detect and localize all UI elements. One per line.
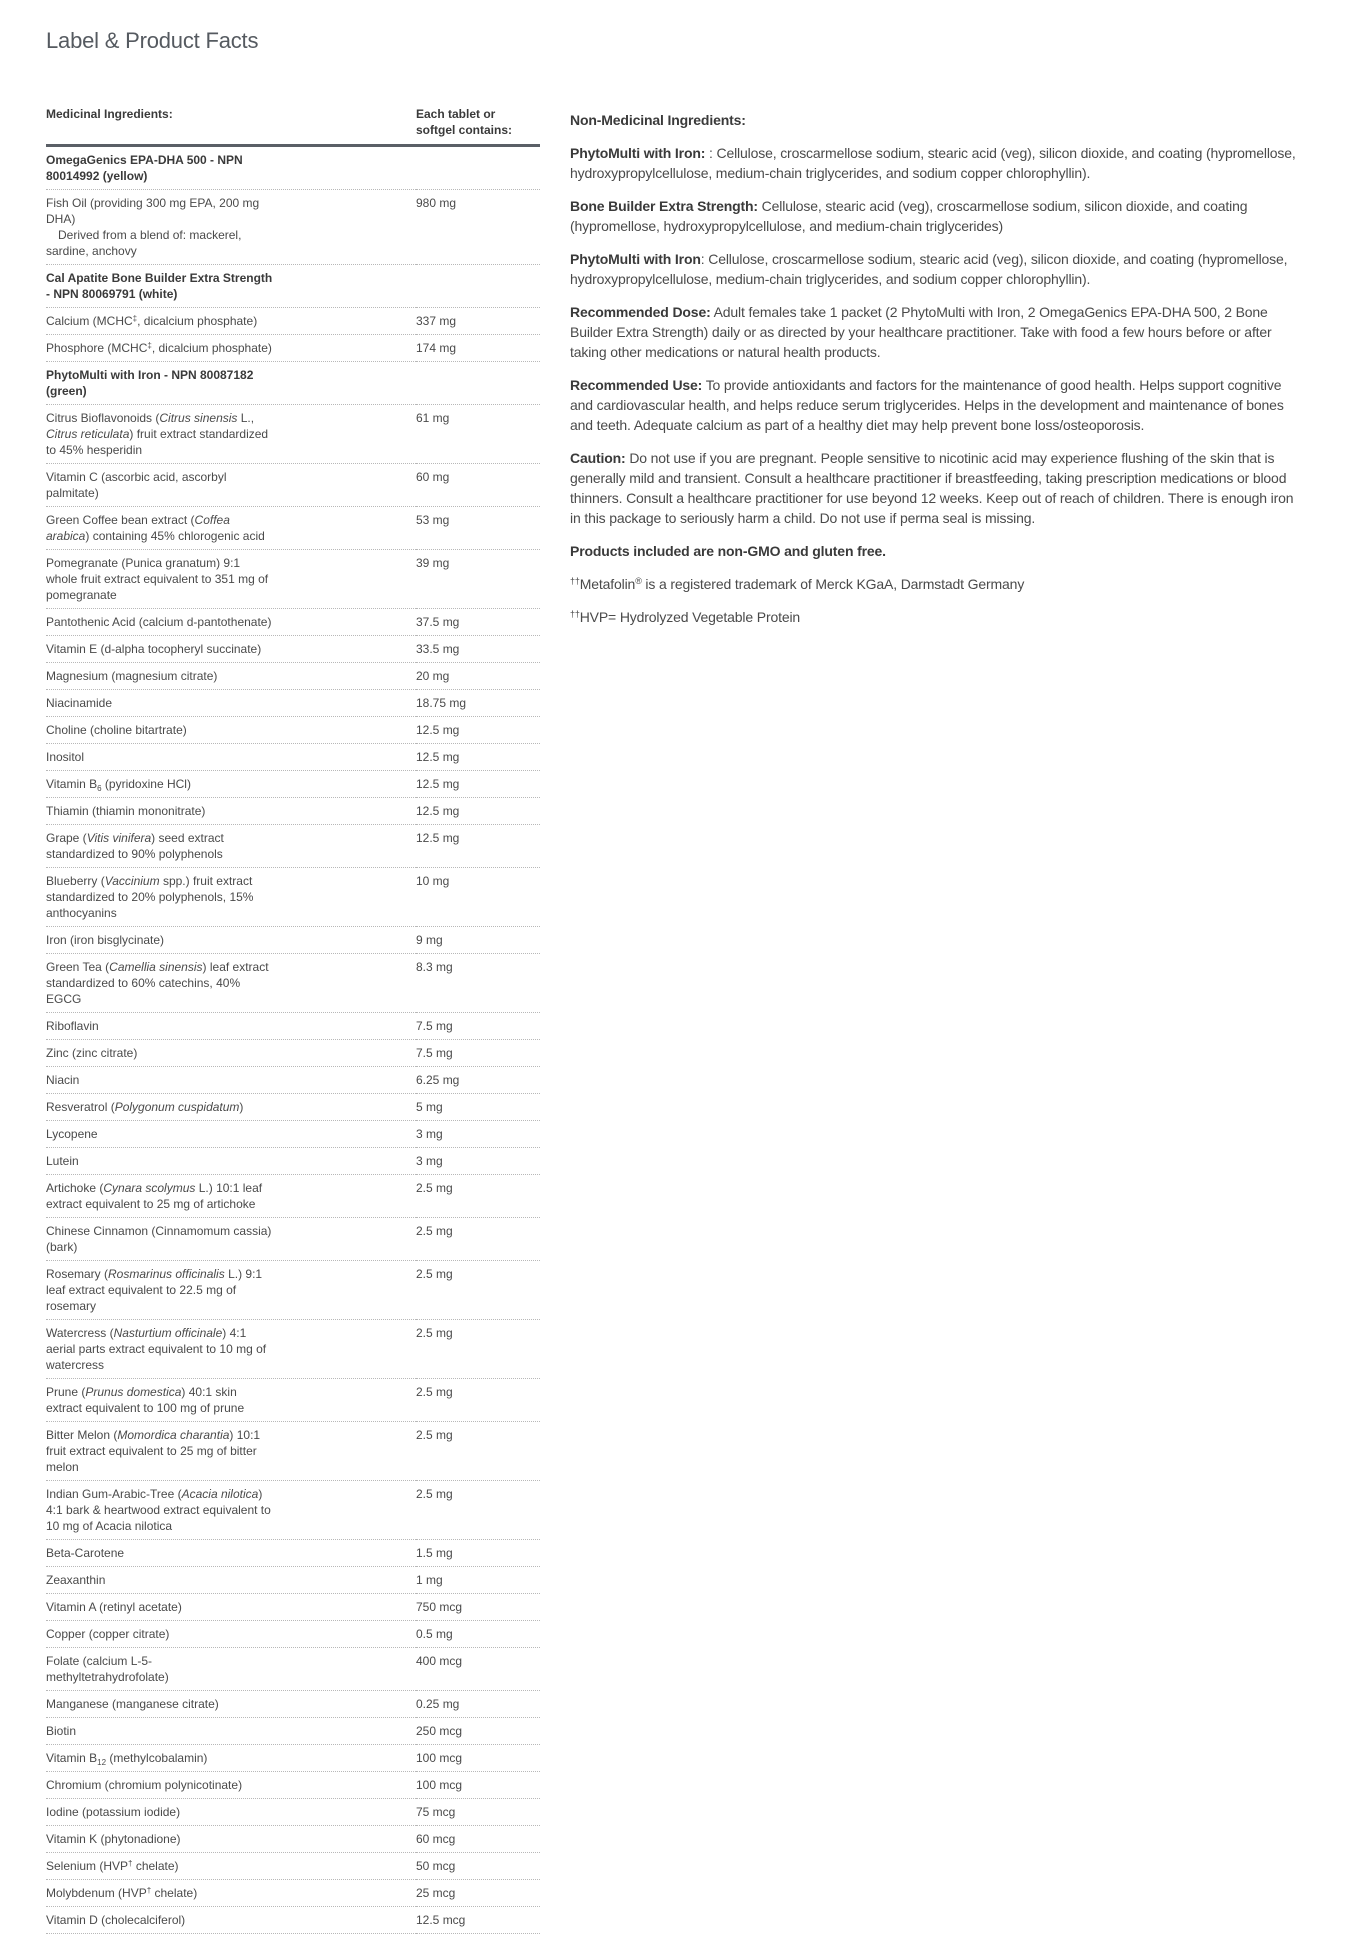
ingredient-amount: 61 mg — [416, 405, 540, 464]
ingredient-text: ) 10:1 fruit extract equivalent to 25 mg of bitter melon — [46, 1428, 261, 1474]
ingredient-text: Rosemary ( — [46, 1267, 109, 1281]
ingredient-name — [46, 825, 416, 868]
paragraph-label: Bone Builder Extra Strength: — [570, 198, 758, 214]
ingredient-text: Riboflavin — [46, 1019, 99, 1033]
ingredient-text: Chinese Cinnamon (Cinnamomum cassia) (bark) — [46, 1224, 272, 1254]
ingredient-source-note: Derived from a blend of: mackerel, sardine, anchovy — [46, 228, 242, 258]
table-row — [46, 1648, 540, 1691]
table-row — [46, 1745, 540, 1772]
ingredient-name — [46, 717, 416, 744]
table-row — [46, 550, 540, 609]
ingredient-text: Lutein — [46, 1154, 79, 1168]
ingredient-text: Folate (calcium L-5-methyltetrahydrofolate) — [46, 1654, 169, 1684]
paragraph-label: Recommended Use: — [570, 377, 703, 393]
table-row — [46, 1422, 540, 1481]
ingredient-name — [46, 1121, 416, 1148]
table-row — [46, 1621, 540, 1648]
ingredient-amount: 20 mg — [416, 663, 540, 690]
ingredient-name — [46, 507, 416, 550]
ingredient-name — [46, 1826, 416, 1853]
product-group-row — [46, 265, 540, 308]
ingredient-name — [46, 1567, 416, 1594]
ingredient-name — [46, 1148, 416, 1175]
ingredient-text: Vitamin A (retinyl acetate) — [46, 1600, 182, 1614]
ingredient-amount: 60 mg — [416, 464, 540, 507]
ingredient-text: Citrus Bioflavonoids ( — [46, 411, 160, 425]
ingredient-text: Grape ( — [46, 831, 87, 845]
info-paragraph — [570, 302, 1300, 362]
ingredient-name — [46, 1799, 416, 1826]
latin-name: Nasturtium officinale — [113, 1326, 223, 1340]
ingredient-amount: 337 mg — [416, 308, 540, 335]
ingredient-amount: 2.5 mg — [416, 1175, 540, 1218]
ingredient-amount: 12.5 mg — [416, 798, 540, 825]
ingredient-name — [46, 405, 416, 464]
table-row — [46, 609, 540, 636]
ingredient-text: Iodine (potassium iodide) — [46, 1805, 181, 1819]
ingredient-amount: 7.5 mg — [416, 1040, 540, 1067]
table-row — [46, 1094, 540, 1121]
ingredient-name — [46, 663, 416, 690]
product-group-row — [46, 146, 540, 190]
ingredient-name — [46, 1261, 416, 1320]
ingredient-text: Phosphore (MCHC — [46, 341, 148, 355]
ingredient-name — [46, 1745, 416, 1772]
ingredient-amount: 8.3 mg — [416, 954, 540, 1013]
ingredient-name — [46, 1718, 416, 1745]
table-row — [46, 335, 540, 362]
ingredient-text: Pomegranate (Punica granatum) 9:1 whole fruit extract equivalent to 351 mg of pomegranate — [46, 556, 269, 602]
paragraph-label: Recommended Dose: — [570, 304, 711, 320]
ingredient-text: 6 — [97, 784, 102, 793]
table-row — [46, 1691, 540, 1718]
table-row — [46, 464, 540, 507]
ingredient-name — [46, 1648, 416, 1691]
ingredient-name — [46, 744, 416, 771]
ingredient-name — [46, 1481, 416, 1540]
table-row — [46, 954, 540, 1013]
ingredient-text: Thiamin (thiamin mononitrate) — [46, 804, 206, 818]
table-row — [46, 798, 540, 825]
ingredient-name — [46, 927, 416, 954]
ingredient-text: (pyridoxine HCl) — [101, 777, 191, 791]
ingredient-name — [46, 1094, 416, 1121]
table-row — [46, 1880, 540, 1907]
ingredient-text: 12 — [97, 1758, 107, 1767]
ingredient-amount: 400 mcg — [416, 1648, 540, 1691]
table-row — [46, 1218, 540, 1261]
ingredient-amount — [416, 146, 540, 190]
ingredient-text: Choline (choline bitartrate) — [46, 723, 187, 737]
footnote-term: Metafolin — [579, 576, 636, 592]
ingredient-amount: 60 mcg — [416, 1826, 540, 1853]
ingredient-text: Inositol — [46, 750, 85, 764]
ingredient-amount: 2.5 mg — [416, 1320, 540, 1379]
footnote-mark: †† — [570, 576, 580, 586]
ingredient-text: Bitter Melon ( — [46, 1428, 118, 1442]
info-paragraph — [570, 448, 1300, 528]
latin-name: Citrus sinensis — [159, 411, 238, 425]
ingredient-name — [46, 1621, 416, 1648]
ingredient-amount: 12.5 mg — [416, 717, 540, 744]
table-row — [46, 1320, 540, 1379]
ingredient-text: , dicalcium phosphate) — [151, 341, 272, 355]
ingredient-text: Iron (iron bisglycinate) — [46, 933, 165, 947]
table-row — [46, 1040, 540, 1067]
table-row — [46, 1718, 540, 1745]
table-row — [46, 690, 540, 717]
info-paragraph — [570, 143, 1300, 183]
ingredient-text: Vitamin B — [46, 777, 98, 791]
ingredient-amount: 12.5 mg — [416, 825, 540, 868]
column-header-ingredient: Medicinal Ingredients: — [46, 103, 416, 146]
table-row — [46, 1853, 540, 1880]
table-row — [46, 1067, 540, 1094]
ingredient-text: Zinc (zinc citrate) — [46, 1046, 138, 1060]
ingredient-text: ) seed extract standardized to 90% polyphenols — [46, 831, 224, 861]
paragraph-label: PhytoMulti with Iron: — [570, 145, 710, 161]
ingredient-text: Green Coffee bean extract ( — [46, 513, 195, 527]
ingredient-text: Watercress ( — [46, 1326, 114, 1340]
table-row — [46, 868, 540, 927]
ingredient-text: chelate) — [132, 1859, 179, 1873]
ingredient-text: Copper (copper citrate) — [46, 1627, 170, 1641]
latin-name: Camellia sinensis — [109, 960, 203, 974]
ingredient-amount: 980 mg — [416, 190, 540, 265]
table-row — [46, 771, 540, 798]
ingredient-amount: 5 mg — [416, 1094, 540, 1121]
latin-name: Vaccinium — [104, 874, 160, 888]
table-row — [46, 1799, 540, 1826]
ingredient-name — [46, 1013, 416, 1040]
non-medicinal-section — [570, 110, 1300, 640]
ingredient-text: Vitamin C (ascorbic acid, ascorbyl palmitate) — [46, 470, 227, 500]
ingredient-amount: 2.5 mg — [416, 1218, 540, 1261]
latin-name: Citrus reticulata — [46, 427, 130, 441]
ingredient-name — [46, 190, 416, 265]
ingredient-text: spp.) fruit extract standardized to 20% polyphenols, 15% anthocyanins — [46, 874, 254, 920]
ingredient-name — [46, 1880, 416, 1907]
medicinal-ingredients-table — [46, 103, 540, 1934]
ingredient-amount — [416, 265, 540, 308]
latin-name: Cynara scolymus — [103, 1181, 196, 1195]
ingredient-text: Niacin — [46, 1073, 80, 1087]
ingredient-amount: 7.5 mg — [416, 1013, 540, 1040]
ingredient-amount: 3 mg — [416, 1121, 540, 1148]
paragraph-text: To provide antioxidants and factors for the maintenance of good health. Helps support cognitive and cardiovascular health, and helps reduce serum triglycerides. Helps in the development and maintenance of bones and teeth. Adequate calcium as part of a healthy diet may help prevent bone loss/osteoporosis. — [570, 377, 1284, 433]
ingredient-name — [46, 609, 416, 636]
column-header-amount: Each tablet or softgel contains: — [416, 103, 540, 146]
latin-name: Vitis vinifera — [86, 831, 152, 845]
latin-name: Prunus domestica — [85, 1385, 182, 1399]
table-body — [46, 146, 540, 1934]
ingredient-text: Vitamin K (phytonadione) — [46, 1832, 181, 1846]
product-group-name — [46, 362, 416, 405]
ingredient-name — [46, 1907, 416, 1934]
ingredient-name — [46, 1175, 416, 1218]
paragraph-text: : Cellulose, croscarmellose sodium, stearic acid (veg), silicon dioxide, and coating (hypromellose, hydroxypropylcellulose, medium-chain triglycerides, and sodium copper chlorophyllin). — [570, 145, 1296, 181]
page-title: Label & Product Facts — [46, 28, 259, 53]
ingredient-text: ) leaf extract standardized to 60% catechins, 40% EGCG — [46, 960, 269, 1006]
ingredient-text: L.) 10:1 leaf extract equivalent to 25 mg of artichoke — [46, 1181, 263, 1211]
footnotes — [570, 574, 1300, 627]
ingredient-text: Zeaxanthin — [46, 1573, 106, 1587]
table-row — [46, 1481, 540, 1540]
table-row — [46, 1540, 540, 1567]
table-row — [46, 507, 540, 550]
ingredient-text: Lycopene — [46, 1127, 98, 1141]
table-row — [46, 663, 540, 690]
ingredient-amount: 50 mcg — [416, 1853, 540, 1880]
latin-name: Polygonum cuspidatum — [114, 1100, 240, 1114]
ingredient-name — [46, 1594, 416, 1621]
ingredient-text: Beta-Carotene — [46, 1546, 125, 1560]
ingredient-text: ) 40:1 skin extract equivalent to 100 mg of prune — [46, 1385, 245, 1415]
non-gmo-statement: Products included are non-GMO and gluten free. — [570, 543, 886, 559]
info-paragraphs — [570, 143, 1300, 528]
ingredient-text: † — [146, 1886, 152, 1895]
ingredient-text: ) fruit extract standardized to 45% hesperidin — [46, 427, 269, 457]
ingredient-amount: 10 mg — [416, 868, 540, 927]
ingredient-text: Molybdenum (HVP — [46, 1886, 147, 1900]
info-paragraph — [570, 375, 1300, 435]
paragraph-label: PhytoMulti with Iron — [570, 251, 701, 267]
info-paragraph — [570, 196, 1300, 236]
ingredient-amount: 2.5 mg — [416, 1481, 540, 1540]
ingredient-name — [46, 1853, 416, 1880]
ingredient-amount: 12.5 mg — [416, 771, 540, 798]
table-row — [46, 190, 540, 265]
ingredient-text: ) 4:1 aerial parts extract equivalent to 10 mg of watercress — [46, 1326, 267, 1372]
table-row — [46, 1379, 540, 1422]
ingredient-text: Vitamin D (cholecalciferol) — [46, 1913, 186, 1927]
ingredient-name — [46, 1691, 416, 1718]
footnote — [570, 607, 1300, 627]
ingredient-name — [46, 771, 416, 798]
ingredient-text: OmegaGenics EPA-DHA 500 - NPN 80014992 (yellow) — [46, 153, 243, 183]
ingredient-text: Magnesium (magnesium citrate) — [46, 669, 218, 683]
ingredient-amount: 174 mg — [416, 335, 540, 362]
ingredient-name — [46, 954, 416, 1013]
table-row — [46, 1594, 540, 1621]
ingredient-text: Pantothenic Acid (calcium d-pantothenate) — [46, 615, 272, 629]
ingredient-amount: 39 mg — [416, 550, 540, 609]
ingredient-amount: 2.5 mg — [416, 1422, 540, 1481]
ingredient-amount: 2.5 mg — [416, 1261, 540, 1320]
ingredient-text: Green Tea ( — [46, 960, 110, 974]
ingredient-amount: 25 mcg — [416, 1880, 540, 1907]
section-heading: Non-Medicinal Ingredients: — [570, 112, 746, 128]
table-row — [46, 927, 540, 954]
ingredient-text: (methylcobalamin) — [106, 1751, 208, 1765]
footnote-mark: †† — [570, 609, 580, 619]
ingredient-text: PhytoMulti with Iron - NPN 80087182 (green) — [46, 368, 254, 398]
table-row — [46, 717, 540, 744]
ingredient-text: ‡ — [132, 314, 138, 323]
ingredient-amount: 75 mcg — [416, 1799, 540, 1826]
table-row — [46, 308, 540, 335]
product-group-name — [46, 265, 416, 308]
ingredient-name — [46, 1772, 416, 1799]
ingredient-text: chelate) — [151, 1886, 198, 1900]
footnote-text: is a registered trademark of Merck KGaA, Darmstadt Germany — [641, 576, 1025, 592]
info-paragraph — [570, 249, 1300, 289]
ingredient-amount: 18.75 mg — [416, 690, 540, 717]
latin-name: Coffea arabica — [46, 513, 230, 543]
ingredient-text: Calcium (MCHC — [46, 314, 133, 328]
footnote — [570, 574, 1300, 594]
ingredient-name — [46, 1379, 416, 1422]
ingredient-text: Cal Apatite Bone Builder Extra Strength - NPN 80069791 (white) — [46, 271, 273, 301]
ingredient-amount: 250 mcg — [416, 1718, 540, 1745]
ingredient-text: Vitamin B — [46, 1751, 98, 1765]
ingredient-text: Manganese (manganese citrate) — [46, 1697, 219, 1711]
ingredient-name — [46, 550, 416, 609]
table-row — [46, 744, 540, 771]
ingredient-text: Blueberry ( — [46, 874, 105, 888]
ingredient-amount: 6.25 mg — [416, 1067, 540, 1094]
ingredient-text: ) 4:1 bark & heartwood extract equivalent to 10 mg of Acacia nilotica — [46, 1487, 271, 1533]
ingredient-name — [46, 335, 416, 362]
ingredient-amount: 3 mg — [416, 1148, 540, 1175]
ingredient-amount: 2.5 mg — [416, 1379, 540, 1422]
ingredient-text: L.) 9:1 leaf extract equivalent to 22.5 mg of rosemary — [46, 1267, 263, 1313]
ingredient-amount: 9 mg — [416, 927, 540, 954]
ingredient-amount: 100 mcg — [416, 1745, 540, 1772]
paragraph-text: : Cellulose, croscarmellose sodium, stearic acid (veg), silicon dioxide, and coating (hypromellose, hydroxypropylcellulose, medium-chain triglycerides, and sodium copper chlorophyllin). — [570, 251, 1288, 287]
table-row — [46, 1826, 540, 1853]
ingredient-amount: 1 mg — [416, 1567, 540, 1594]
paragraph-label: Caution: — [570, 450, 626, 466]
table-row — [46, 825, 540, 868]
ingredient-text: Vitamin E (d-alpha tocopheryl succinate) — [46, 642, 262, 656]
table-row — [46, 1121, 540, 1148]
ingredient-amount: 33.5 mg — [416, 636, 540, 663]
table-row — [46, 1261, 540, 1320]
ingredient-text: , dicalcium phosphate) — [137, 314, 258, 328]
ingredient-name — [46, 1067, 416, 1094]
ingredient-text: Fish Oil (providing 300 mg EPA, 200 mg DHA) — [46, 196, 260, 226]
ingredient-amount: 750 mcg — [416, 1594, 540, 1621]
latin-name: Acacia nilotica — [181, 1487, 259, 1501]
ingredient-text: L., — [237, 411, 255, 425]
ingredient-name — [46, 464, 416, 507]
ingredient-text: Indian Gum-Arabic-Tree ( — [46, 1487, 182, 1501]
ingredient-amount: 100 mcg — [416, 1772, 540, 1799]
ingredient-text: Prune ( — [46, 1385, 86, 1399]
ingredient-name — [46, 1540, 416, 1567]
ingredient-text: Artichoke ( — [46, 1181, 104, 1195]
ingredient-name — [46, 868, 416, 927]
footnote-term: HVP= Hydrolyzed Vegetable Protein — [579, 609, 801, 625]
ingredient-name — [46, 798, 416, 825]
ingredient-amount: 0.25 mg — [416, 1691, 540, 1718]
paragraph-text: Adult females take 1 packet (2 PhytoMulti with Iron, 2 OmegaGenics EPA-DHA 500, 2 Bone Builder Extra Strength) daily or as directed by your healthcare practitioner. Take with food a few hours before or after taking other medications or natural health products. — [570, 304, 1272, 360]
ingredient-text: Niacinamide — [46, 696, 113, 710]
table-row — [46, 1013, 540, 1040]
ingredient-text: Selenium (HVP — [46, 1859, 129, 1873]
ingredient-text: Resveratrol ( — [46, 1100, 115, 1114]
ingredient-name — [46, 690, 416, 717]
ingredient-amount: 12.5 mcg — [416, 1907, 540, 1934]
paragraph-text: Do not use if you are pregnant. People sensitive to nicotinic acid may experience flushing of the skin that is generally mild and transient. Consult a healthcare practitioner if breastfeeding, taking prescription medications or blood thinners. Consult a healthcare practitioner for use beyond 12 weeks. Keep out of reach of children. There is enough iron in this package to seriously harm a child. Do not use if perma seal is missing. — [570, 450, 1294, 526]
table-row — [46, 1772, 540, 1799]
table-row — [46, 1907, 540, 1934]
ingredient-amount: 37.5 mg — [416, 609, 540, 636]
ingredient-amount — [416, 362, 540, 405]
table-row — [46, 636, 540, 663]
ingredient-text: ) containing 45% chlorogenic acid — [85, 529, 265, 543]
ingredient-amount: 53 mg — [416, 507, 540, 550]
table-row — [46, 405, 540, 464]
product-group-name — [46, 146, 416, 190]
ingredient-text: ) — [239, 1100, 244, 1114]
paragraph-text: Cellulose, stearic acid (veg), croscarmellose sodium, silicon dioxide, and coating (hypromellose, hydroxypropylcellulose, and medium-chain triglycerides) — [570, 198, 1248, 234]
ingredient-name — [46, 308, 416, 335]
ingredient-name — [46, 1320, 416, 1379]
ingredient-amount: 12.5 mg — [416, 744, 540, 771]
table-row — [46, 1175, 540, 1218]
latin-name: Momordica charantia — [117, 1428, 230, 1442]
ingredient-text: ‡ — [147, 341, 152, 350]
table-row — [46, 1567, 540, 1594]
table-header-row — [46, 103, 540, 146]
table-row — [46, 1148, 540, 1175]
ingredient-name — [46, 1218, 416, 1261]
ingredient-amount: 0.5 mg — [416, 1621, 540, 1648]
latin-name: Rosmarinus officinalis — [108, 1267, 225, 1281]
ingredient-name — [46, 636, 416, 663]
product-group-row — [46, 362, 540, 405]
ingredient-amount: 1.5 mg — [416, 1540, 540, 1567]
ingredient-name — [46, 1422, 416, 1481]
ingredient-text: † — [128, 1859, 133, 1868]
registered-mark: ® — [635, 576, 642, 586]
ingredient-text: Chromium (chromium polynicotinate) — [46, 1778, 243, 1792]
ingredient-name — [46, 1040, 416, 1067]
ingredient-text: Biotin — [46, 1724, 77, 1738]
